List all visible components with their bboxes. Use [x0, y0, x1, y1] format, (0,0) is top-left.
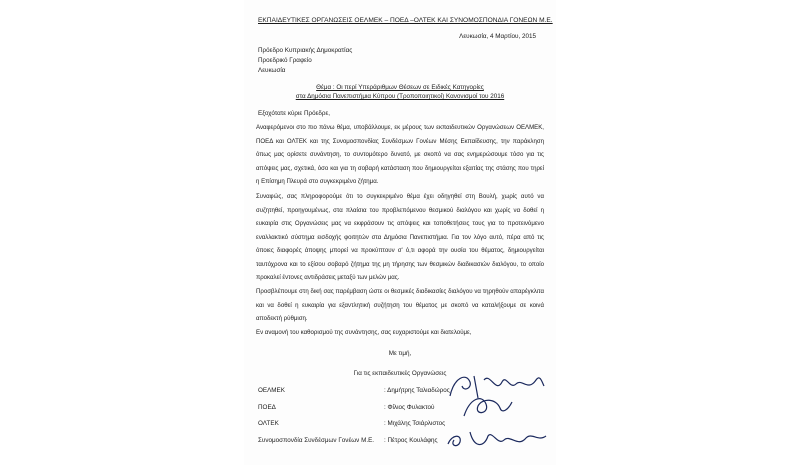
- recipient-line-1: Πρόεδρο Κυπριακής Δημοκρατίας: [258, 47, 353, 54]
- signature-parents: [440, 426, 552, 452]
- signatory-org-oelmek: ΟΕΛΜΕΚ: [258, 387, 285, 394]
- paragraph-4: Εν αναμονή του καθορισμού της συνάντησης, σας ευχαριστούμε και διατελούμε,: [256, 329, 472, 336]
- signatory-org-poed: ΠΟΕΔ: [258, 404, 276, 411]
- paragraph-2: Συναφώς, σας πληροφορούμε ότι το συγκεκριμένο θέμα έχει οδηγηθεί στη Βουλή, χωρίς αυτό να συζητηθεί, προηγουμένως, στα πλαίσια του προβλεπόμενου θεσμικού διαλόγου και χωρίς να δοθεί η ευκαιρία στις Οργανώσεις μας να εκφράσουν τις απόψεις και τοποθετήσεις τους για το προτεινόμενο εναλλακτικό σύστημα εισδοχής φοιτητών στα Δημόσια Πανεπιστήμια. Για τον λόγο αυτό, πέρα από τις όποιες διαφορές άποψης μπορεί να προκύπτουν σ' ό,τι αφορά την ουσία του θέματος, δημιουργείται ταυτόχρονα και το εξίσου σοβαρό ζήτημα της μη τήρησης των θεσμικών διαδικασιών διαλόγου, το οποίο προκαλεί έντονες αντιδράσεις μεταξύ των μελών μας.: [256, 193, 544, 281]
- salutation: Εξοχότατε κύριε Πρόεδρε,: [258, 110, 331, 117]
- signatory-name-oelmek: : Δημήτρης Ταλιαδώρος: [384, 387, 450, 394]
- signatory-name-parents: : Πέτρος Κουλάφης: [384, 437, 438, 444]
- recipient-line-3: Λευκωσία: [258, 67, 286, 74]
- paragraph-1: Αναφερόμενοι στο πιο πάνω θέμα, υποβάλλουμε, εκ μέρους των εκπαιδευτικών Οργανώσεων ΟΕΛΜΕΚ, ΠΟΕΔ και ΟΛΤΕΚ και της Συνομοσπονδίας Συνδέσμων Γονέων Μέσης Εκπαίδευσης, την παράκληση όπως μας ορίσετε συνάντηση, το συντομότερο δυνατό, με σκοπό να σας ενημερώσουμε τόσο για τις απόψεις μας, σχετικά, όσο και για τη σοβαρή κατάσταση που δημιουργείται εξαιτίας της στάσης που τηρεί η Επίσημη Πλευρά στο συγκεκριμένο ζήτημα.: [256, 124, 544, 185]
- signatory-org-parents: Συνομοσπονδία Συνδέσμων Γονέων Μ.Ε.: [258, 437, 375, 444]
- letter-header: ΕΚΠΑΙΔΕΥΤΙΚΕΣ ΟΡΓΑΝΩΣΕΙΣ ΟΕΛΜΕΚ – ΠΟΕΔ –ΟΛΤΕΚ ΚΑΙ ΣΥΝΟΜΟΣΠΟΝΔΙΑ ΓΟΝΕΩΝ Μ.Ε.: [258, 17, 553, 24]
- signatory-org-oltek: ΟΛΤΕΚ: [258, 420, 279, 427]
- signature-poed: [456, 392, 516, 420]
- paragraph-3: Προσβλέπουμε στη δική σας παρέμβαση ώστε οι θεσμικές διαδικασίες διαλόγου να τηρηθούν απαρέγκλιτα και να δοθεί η ευκαιρία για εξαντλητική συζήτηση του θέματος με σκοπό να καταλήξουμε σε κοινά αποδεκτή ρύθμιση.: [256, 288, 544, 322]
- letter-date: Λευκωσία, 4 Μαρτίου, 2015: [459, 33, 536, 40]
- recipient-line-2: Προεδρικό Γραφείο: [258, 57, 312, 64]
- subject-line-2: στα Δημόσια Πανεπιστήμια Κύπρου (Τροποποιητικοί) Κανονισμοί του 2016: [295, 93, 505, 100]
- closing: Με τιμή,: [388, 350, 412, 357]
- signatory-name-poed: : Φίλιος Φυλακτού: [384, 404, 435, 411]
- signatory-name-oltek: : Μιχάλης Τσιάρλιστος: [384, 420, 446, 427]
- letter-document: [244, 0, 556, 465]
- subject-line-1: Θέμα : Οι περί Υπεράριθμων Θέσεων σε Ειδικές Κατηγορίες: [316, 84, 484, 91]
- for-organisations-line: Για τις εκπαιδευτικές Οργανώσεις: [353, 370, 447, 377]
